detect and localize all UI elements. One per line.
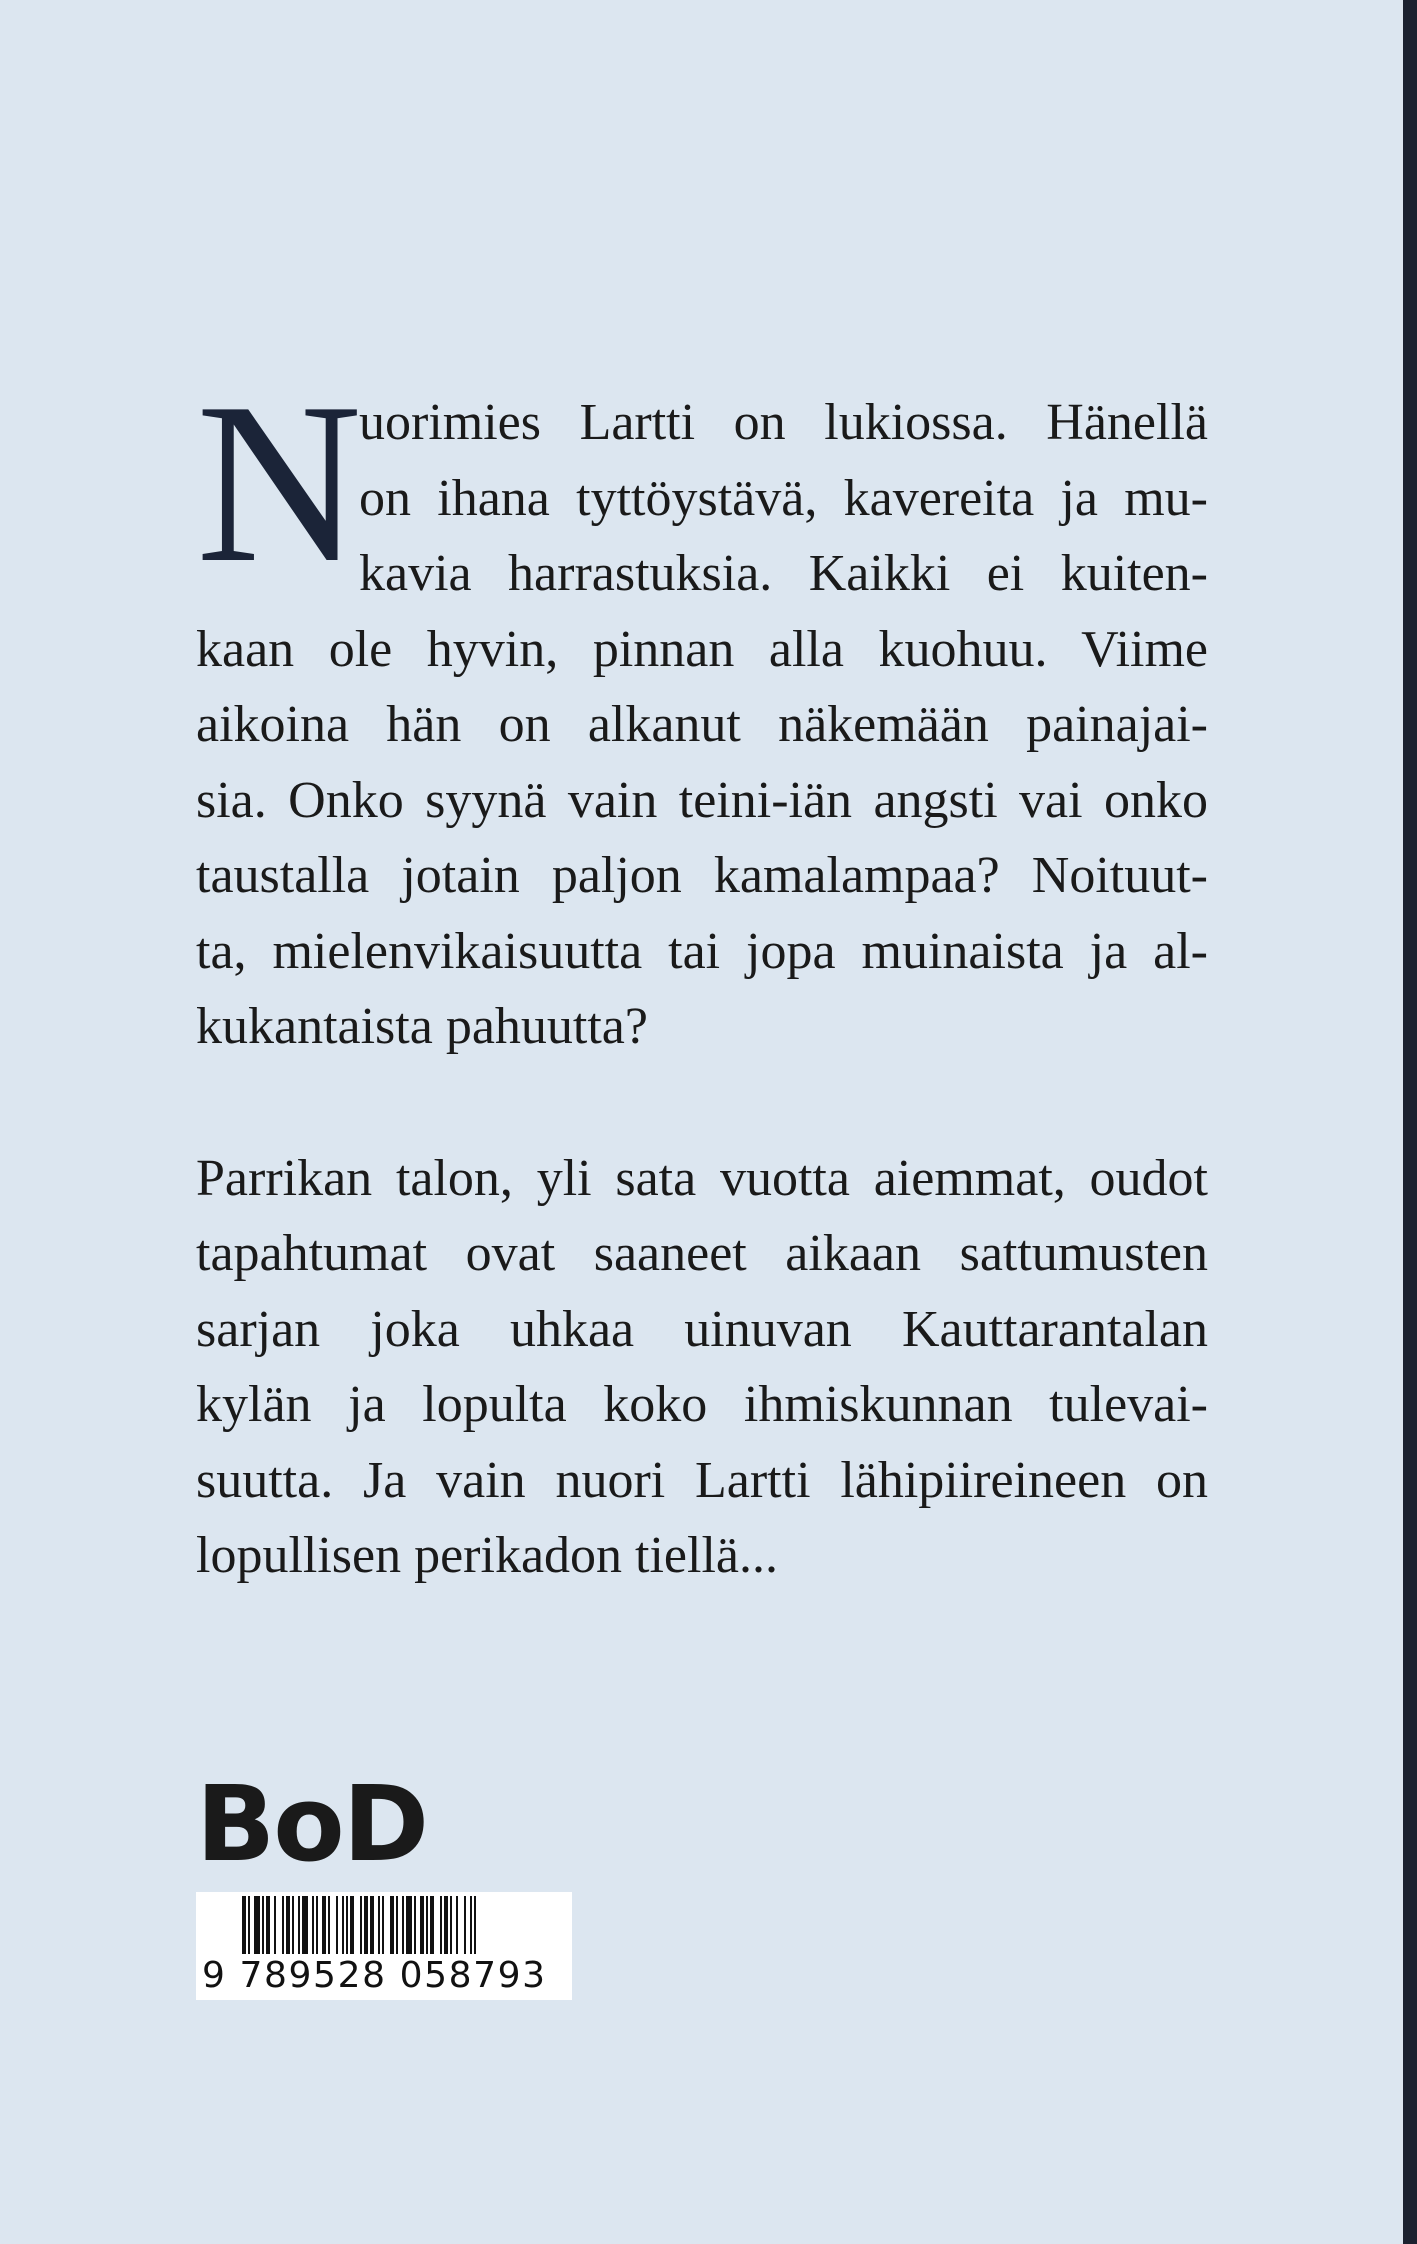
spine-edge [1403,0,1417,2244]
text-line: tapahtumat ovat saaneet aikaan sattumusten [196,1225,1208,1282]
paragraph-1 [196,355,1208,1065]
paragraph-2 [196,1141,1208,1594]
text-line: sarjan joka uhkaa uinuvan Kauttarantalan [196,1300,1208,1358]
text-line: suutta. Ja vain nuori Lartti lähipiireineen on [196,1451,1208,1509]
isbn-barcode [196,1892,572,2000]
text-line: taustalla jotain paljon kamalampaa? Noituut- [196,847,1208,904]
publisher-logo: BoD [196,1763,428,1885]
blurb [196,355,1208,1594]
text-line: kaan ole hyvin, pinnan alla kuohuu. Viime [196,620,1208,678]
text-line: lopullisen perikadon tiellä... [196,1527,778,1584]
text-line: sia. Onko syynä vain teini-iän angsti vai onko [196,771,1208,829]
text-line: Parrikan talon, yli sata vuotta aiemmat, oudot [196,1149,1208,1207]
text-line: on ihana tyttöystävä, kavereita ja mu- [359,469,1208,527]
text-line: aikoina hän on alkanut näkemään painajai- [196,696,1208,753]
text-line: kylän ja lopulta koko ihmiskunnan tulevai- [196,1376,1208,1433]
text-line: ta, mielenvikaisuutta tai jopa muinaista ja al- [196,922,1208,980]
isbn-number: 9 789528 058793 [202,1955,547,1996]
text-line: kavia harrastuksia. Kaikki ei kuiten- [359,545,1208,602]
drop-cap: N [196,355,363,610]
text-line: uorimies Lartti on lukiossa. Hänellä [359,394,1208,451]
text-line: kukantaista pahuutta? [196,998,648,1055]
